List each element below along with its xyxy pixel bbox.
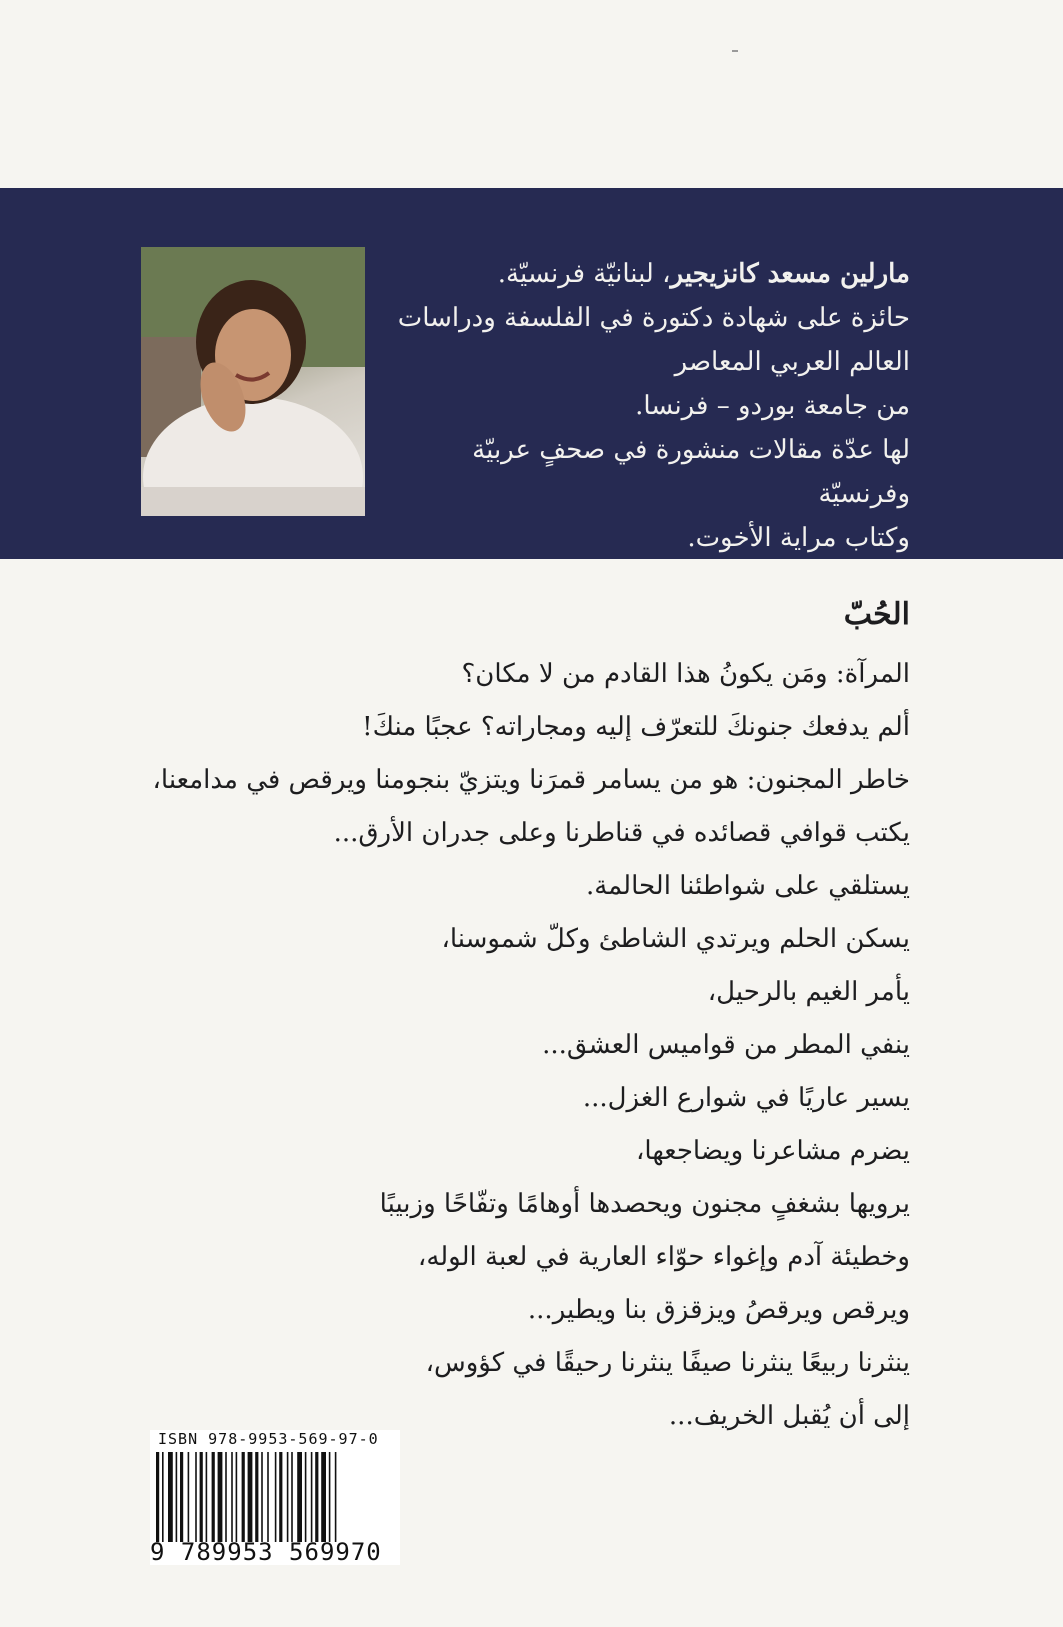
author-name: مارلين مسعد كانزيجير — [670, 259, 910, 289]
poem-line: المرآة: ومَن يكونُ هذا القادم من لا مكان؟ — [461, 659, 910, 689]
poem-line: يضرم مشاعرنا ويضاجعها، — [636, 1136, 910, 1166]
poem-line: يسكن الحلم ويرتدي الشاطئ وكلّ شموسنا، — [441, 924, 910, 954]
bio-line-2: حائزة على شهادة دكتورة في الفلسفة ودراسات — [397, 303, 910, 333]
barcode-bar — [287, 1452, 289, 1542]
barcode-bar — [305, 1452, 307, 1542]
poem-line: ينفي المطر من قواميس العشق... — [542, 1030, 910, 1060]
author-portrait-illustration — [141, 247, 365, 516]
poem-line: يكتب قوافي قصائده في قناطرنا وعلى جدران الأرق... — [333, 818, 910, 848]
barcode-bar — [225, 1452, 227, 1542]
isbn-label: ISBN 978-9953-569-97-0 — [158, 1430, 379, 1448]
poem-title: الحُبّ — [843, 597, 910, 632]
barcode-bar — [188, 1452, 190, 1542]
barcode-bar — [236, 1452, 238, 1542]
bio-line-5: لها عدّة مقالات منشورة في صحفٍ عربيّة وفرنسيّة — [472, 435, 910, 509]
barcode-bar — [212, 1452, 215, 1542]
isbn-barcode — [150, 1430, 400, 1565]
barcode-bar — [297, 1452, 302, 1542]
barcode-bar — [315, 1452, 318, 1542]
barcode-bar — [291, 1452, 293, 1542]
author-photo — [141, 247, 365, 516]
barcode-bar — [279, 1452, 282, 1542]
barcode-bar — [321, 1452, 326, 1542]
barcode-bar — [195, 1452, 197, 1542]
barcode-bar — [231, 1452, 233, 1542]
barcode-bar — [176, 1452, 178, 1542]
poem-line: ينثرنا ربيعًا ينثرنا صيفًا ينثرنا رحيقًا في كؤوس، — [425, 1348, 910, 1378]
barcode-bar — [335, 1452, 337, 1542]
barcode-bar — [275, 1452, 277, 1542]
barcode-bar — [261, 1452, 263, 1542]
barcode-bar — [218, 1452, 223, 1542]
barcode-bar — [311, 1452, 313, 1542]
paper-speck — [732, 50, 738, 52]
poem-line: ويرقص ويرقصُ ويزقزق بنا ويطير... — [527, 1295, 910, 1325]
barcode-bar — [168, 1452, 173, 1542]
barcode-bar — [267, 1452, 269, 1542]
barcode-bar — [255, 1452, 258, 1542]
poem-line: يأمر الغيم بالرحيل، — [707, 977, 910, 1007]
bio-line-4: من جامعة بوردو – فرنسا. — [635, 391, 910, 421]
poem-line: وخطيئة آدم وإغواء حوّاء العارية في لعبة الوله، — [417, 1242, 910, 1272]
author-bio-text — [380, 252, 910, 560]
barcode-bar — [329, 1452, 331, 1542]
bio-line-6: وكتاب مراية الأخوت. — [687, 523, 910, 553]
poem-line: ألم يدفعك جنونكَ للتعرّف إليه ومجاراته؟ عجبًا منكَ! — [362, 712, 910, 742]
poem-excerpt — [120, 590, 910, 1443]
poem-line: يرويها بشغفٍ مجنون ويحصدها أوهامًا وتفّاحًا وزبيبًا — [379, 1189, 910, 1219]
barcode-bars — [154, 1452, 394, 1542]
bio-line-3: العالم العربي المعاصر — [674, 347, 910, 377]
barcode-bar — [162, 1452, 164, 1542]
poem-line: يسير عاريًا في شوارع الغزل... — [582, 1083, 910, 1113]
poem-line: يستلقي على شواطئنا الحالمة. — [585, 871, 910, 901]
barcode-bar — [180, 1452, 183, 1542]
poem-line: إلى أن يُقبل الخريف... — [668, 1401, 910, 1431]
author-bio-band — [0, 188, 1063, 559]
barcode-bar — [200, 1452, 203, 1542]
poem-line: خاطر المجنون: هو من يسامر قمرَنا ويتزيّ بنجومنا ويرقص في مدامعنا، — [152, 765, 910, 795]
bio-line-1: ، لبنانيّة فرنسيّة. — [497, 259, 671, 289]
barcode-digits: 9 789953 569970 — [150, 1538, 382, 1566]
barcode-bar — [156, 1452, 159, 1542]
barcode-bar — [248, 1452, 253, 1542]
barcode-bar — [242, 1452, 245, 1542]
barcode-bar — [206, 1452, 208, 1542]
